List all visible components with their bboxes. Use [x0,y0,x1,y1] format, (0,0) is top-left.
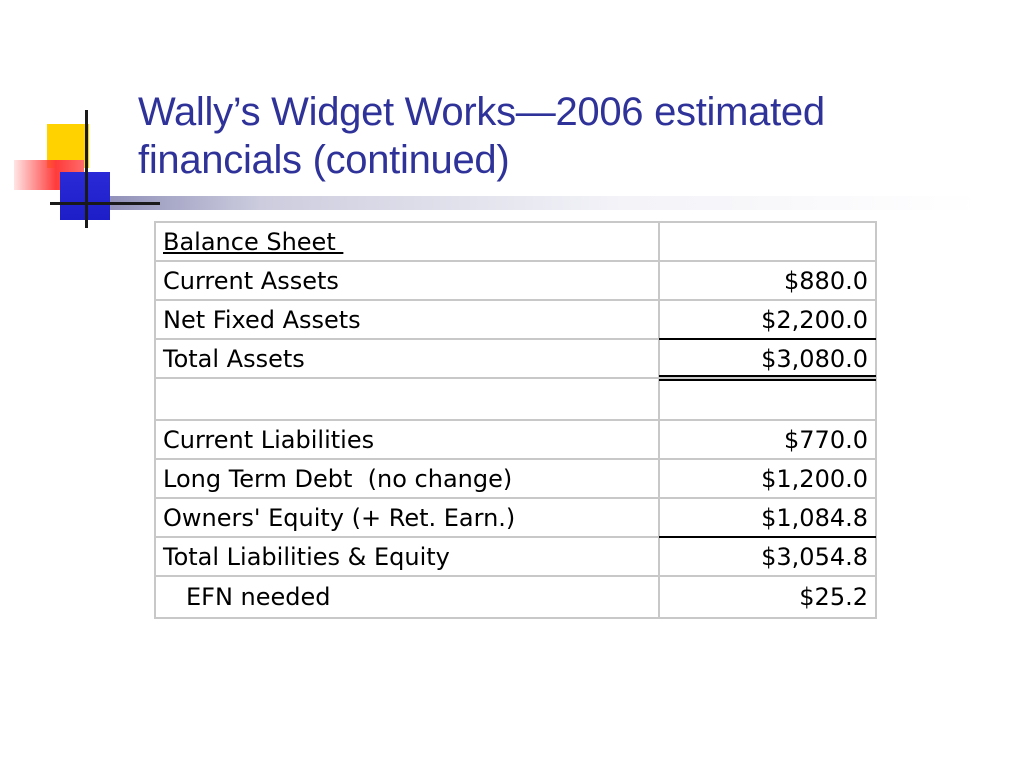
table-row [155,339,876,378]
row-value [659,378,876,420]
table-row [155,420,876,459]
row-value: $2,200.0 [659,300,876,339]
row-value [659,222,876,261]
title-rule [80,196,980,210]
row-label [155,222,659,261]
horizontal-line [50,202,160,205]
row-label: Owners' Equity (+ Ret. Earn.) [155,498,659,537]
row-label: Total Liabilities & Equity [155,537,659,576]
row-value: $770.0 [659,420,876,459]
row-label-text: Long Term Debt (no change) [163,464,513,493]
row-value: $3,054.8 [659,537,876,576]
table-row [155,222,876,261]
table-row [155,576,876,618]
vertical-line [85,110,88,228]
row-label: EFN needed [155,576,659,618]
row-label [155,378,659,420]
table-row-blank [155,378,876,420]
row-label [155,459,659,498]
row-value: $25.2 [659,576,876,618]
row-label: Current Assets [155,261,659,300]
table-row [155,300,876,339]
row-value: $1,084.8 [659,498,876,537]
row-value: $1,200.0 [659,459,876,498]
row-value: $3,080.0 [659,339,876,378]
row-value: $880.0 [659,261,876,300]
slide-title: Wally’s Widget Works—2006 estimated financials (continued) [138,90,825,182]
row-label: Current Liabilities [155,420,659,459]
balance-sheet-heading: Balance Sheet [163,227,344,256]
table-row [155,261,876,300]
table-row [155,459,876,498]
balance-sheet-table [154,221,877,619]
table-row [155,537,876,576]
row-label: Net Fixed Assets [155,300,659,339]
row-label: Total Assets [155,339,659,378]
table-row [155,498,876,537]
